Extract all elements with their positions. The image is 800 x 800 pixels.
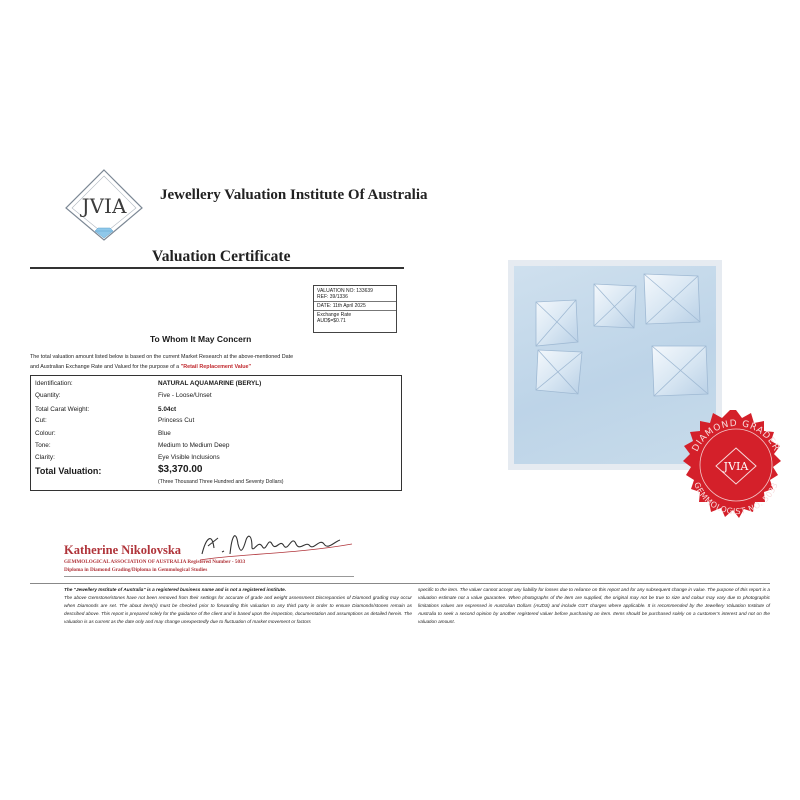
reference-divider — [314, 310, 396, 311]
title-divider — [30, 267, 404, 269]
reference-divider — [314, 301, 396, 302]
valuation-number: VALUATION NO: 133639 — [317, 288, 373, 294]
detail-label: Quantity: — [35, 392, 61, 399]
gemstone-1 — [536, 300, 578, 346]
detail-value: Medium to Medium Deep — [158, 442, 230, 449]
intro-line-2-text: and Australian Exchange Rate and Valued for the purpose of a — [30, 364, 180, 370]
gemstone-5 — [652, 346, 708, 396]
footer-divider — [30, 583, 770, 584]
intro-line-2 — [30, 362, 410, 372]
detail-value: Eye Visible Inclusions — [158, 454, 220, 461]
seal-bottom-text: GEMMOLOGIST NO. 5033 — [692, 480, 780, 517]
disclaimer-left-text: The above Gemstone/stones have not been removed from their settings for accurate of grade and weight assessment Discrepancies of Diamond grading may occur when Diamonds are set. The about item(s) must be checked prior to forwarding this valuation to any third party in order to ensure Diamonds/stones remain as described above. This report is prepared solely for the guidance of the client and is based upon the inspection, documentation and assumptions as detailed herein. The valuation is as current as the date only and may change unexpectedly due to fluctuation of market movement or factors — [64, 595, 412, 624]
details-table — [30, 375, 402, 491]
total-valuation-value: $3,370.00 — [158, 464, 203, 475]
gemstone-2 — [594, 284, 636, 328]
disclaimer-left — [64, 586, 412, 626]
signature-divider — [64, 576, 354, 577]
reference-box — [313, 285, 397, 333]
diamond-grader-seal — [676, 408, 796, 528]
disclaimer-lead: The "Jewellery Institute of Australia" is a registered business name and is not a registered institute. — [64, 587, 287, 592]
total-valuation-label: Total Valuation: — [35, 466, 102, 476]
detail-label: Tone: — [35, 442, 51, 449]
institute-name: Jewellery Valuation Institute Of Australia — [160, 187, 428, 203]
detail-value: 5.04ct — [158, 406, 177, 413]
gemstone-3 — [644, 274, 700, 324]
intro-text — [30, 352, 410, 372]
valuation-date: DATE: 11th April 2025 — [317, 303, 366, 309]
intro-line-1: The total valuation amount listed below is based on the current Market Research at the above-mentioned Date — [30, 354, 294, 360]
detail-value: Princess Cut — [158, 417, 195, 424]
diamond-icon — [95, 228, 113, 238]
detail-label: Identification: — [35, 380, 73, 387]
detail-value: Five - Loose/Unset — [158, 392, 212, 399]
detail-value: Blue — [158, 430, 171, 437]
detail-label: Total Carat Weight: — [35, 406, 90, 413]
signatory-name: Katherine Nikolovska — [64, 543, 182, 557]
detail-label: Colour: — [35, 430, 56, 437]
signatory-diploma: Diploma in Diamond Grading/Diploma in Gemmological Studies — [64, 567, 208, 573]
salutation: To Whom It May Concern — [150, 334, 252, 344]
exchange-rate-label: Exchange Rate — [317, 312, 352, 318]
gemstone-4 — [536, 350, 582, 394]
seal-top-text: DIAMOND GRADER — [690, 418, 782, 454]
signatory-credential: GEMMOLOGICAL ASSOCIATION OF AUSTRALIA Registered Number - 5033 — [64, 559, 246, 565]
certificate-title: Valuation Certificate — [152, 248, 291, 265]
handwritten-signature — [196, 524, 356, 564]
detail-value: NATURAL AQUAMARINE (BERYL) — [158, 380, 262, 387]
logo-text: JVIA — [81, 194, 127, 218]
seal-center-text: JVIA — [723, 460, 749, 473]
detail-label: Clarity: — [35, 454, 55, 461]
reference-number: REF: 39/1336 — [317, 294, 348, 300]
disclaimer-right: specific to the item. The valuer cannot accept any liability for losses due to reliance on this report and for any subsequent change in value. The purpose of this report is a valuation estimate not a value guarantee. When photographs of the item are supplied, the original may not be true to size and colour may vary due to photographic limitations values are expressed in Australian Dollars (AUDS) and include GST charges where applicable. It is recommended by the Jewellery Valuation Institute of Australia to seek a second opinion by another registered valuer before purchasing an item. Items should be purchased solely on a customer's interest and not on the valuation amount. — [418, 587, 770, 624]
valuation-purpose: "Retail Replacement Value" — [180, 364, 252, 370]
detail-label: Cut: — [35, 417, 47, 424]
total-valuation-words: (Three Thousand Three Hundred and Seventy Dollars) — [158, 479, 284, 485]
jvia-logo — [62, 168, 146, 242]
exchange-rate: AUD$=$0.71 — [317, 318, 346, 324]
